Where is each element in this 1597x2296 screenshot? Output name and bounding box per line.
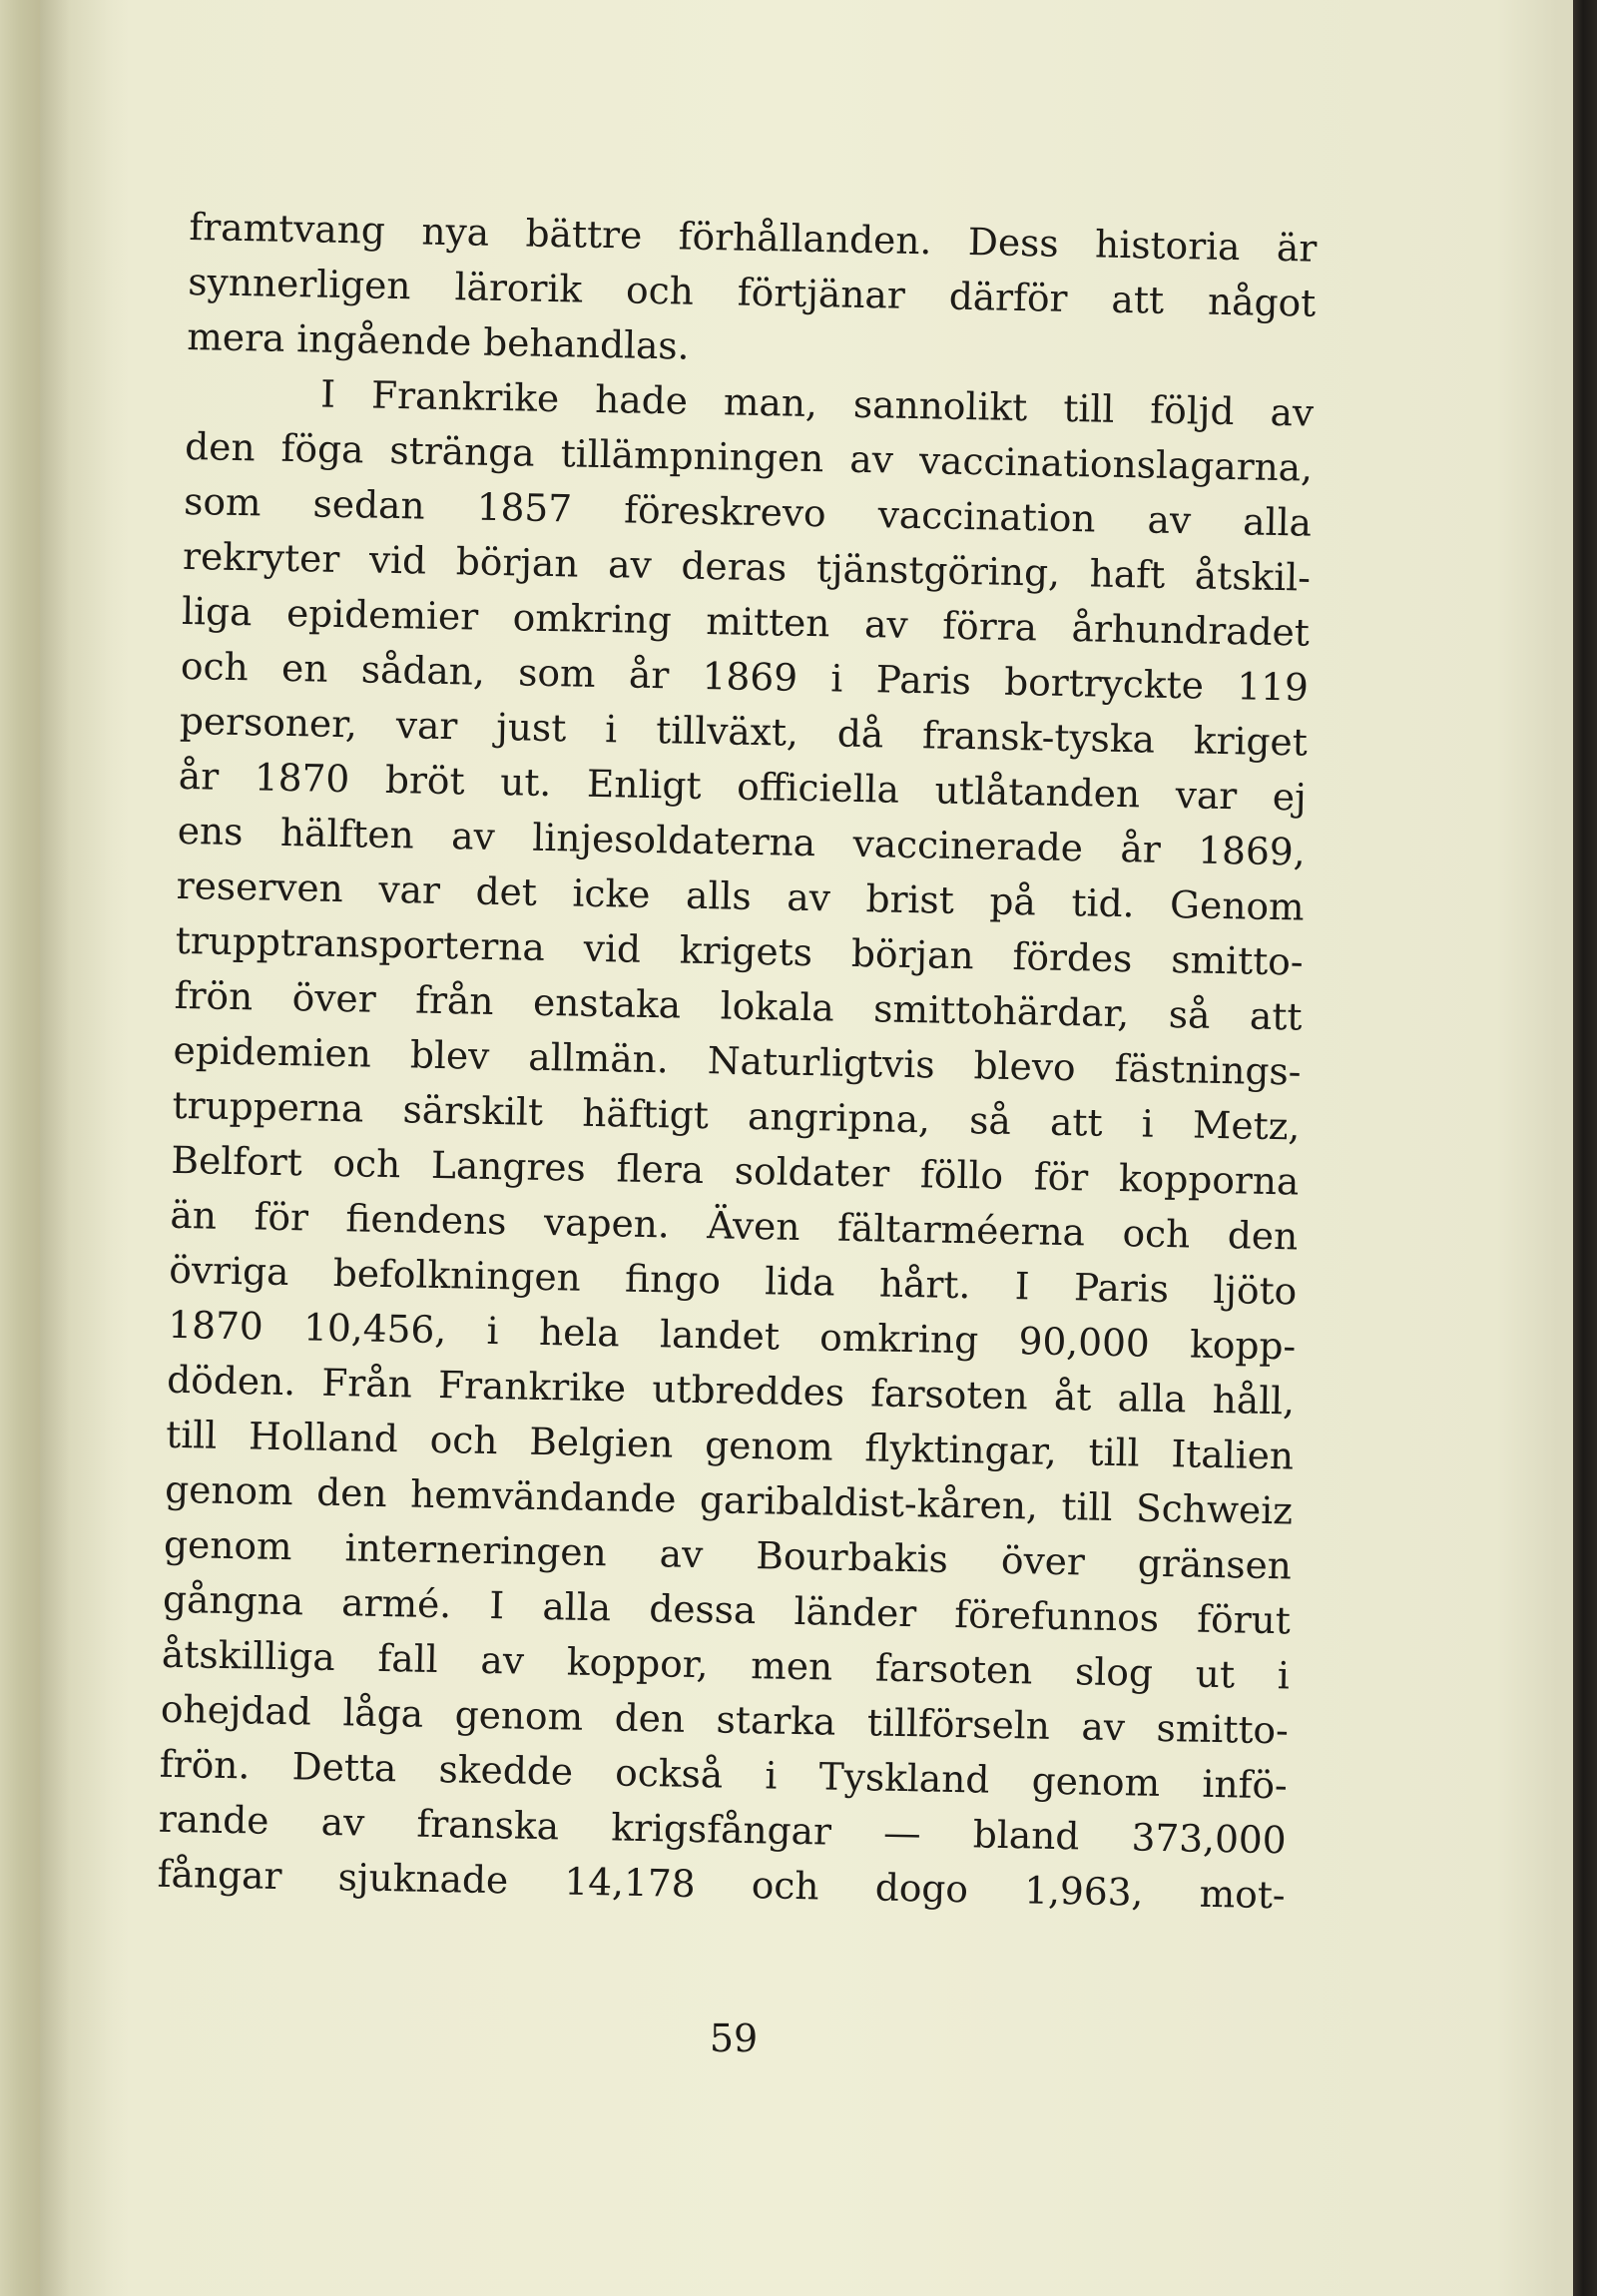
text-line: gångna armé. I alla dessa länder förefunnos förut (162, 1576, 1292, 1643)
text-line: liga epidemier omkring mitten av förra århundradet (181, 588, 1311, 655)
text-line: döden. Från Frankrike utbreddes farsoten åt alla håll, (166, 1357, 1296, 1424)
text-line: den föga stränga tillämpningen av vaccinationslagarna, (184, 423, 1314, 490)
text-line: framtvang nya bättre förhållanden. Dess historia är (189, 204, 1318, 271)
text-line: ohejdad låga genom den starka tillförseln av smitto- (160, 1686, 1290, 1753)
text-line: fångar sjuknade 14,178 och dogo 1,963, mot- (157, 1851, 1287, 1918)
text-line: personer, var just i tillväxt, då fransk-tyska kriget (179, 698, 1309, 765)
text-line: år 1870 bröt ut. Enligt officiella utlåtanden var ej (178, 753, 1308, 820)
text-line: övriga befolkningen fingo lida hårt. I Paris ljöto (168, 1247, 1298, 1314)
text-line: som sedan 1857 föreskrevo vaccination av alla (183, 478, 1313, 545)
book-cover-edge (1573, 0, 1597, 2296)
text-line: Belfort och Langres flera soldater föllo för kopporna (171, 1137, 1300, 1204)
text-line: 1870 10,456, i hela landet omkring 90,000 kopp- (167, 1302, 1297, 1369)
body-text (157, 200, 1318, 1923)
text-line: ens hälften av linjesoldaterna vaccinerade år 1869, (177, 808, 1307, 874)
text-line: mera ingående behandlas. (186, 313, 691, 368)
paragraph-start-line: I Frankrike hade man, sannolikt till följd av (319, 371, 1315, 435)
text-line: till Holland och Belgien genom flyktingar, till Italien (165, 1412, 1295, 1478)
text-line: genom den hemvändande garibaldist-kåren, till Schweiz (164, 1466, 1294, 1533)
page-number: 59 (709, 2016, 759, 2060)
text-line: och en sådan, som år 1869 i Paris bortryckte 119 (180, 643, 1310, 710)
text-line: än för fiendens vapen. Även fältarméerna och den (170, 1192, 1299, 1259)
text-line: synnerligen lärorik och förtjänar därför att något (188, 259, 1317, 325)
text-line: rekryter vid början av deras tjänstgöring, haft åtskil- (182, 533, 1312, 600)
text-line: frön. Detta skedde också i Tyskland genom infö- (159, 1741, 1289, 1808)
text-line: frön över från enstaka lokala smittohärdar, så att (174, 972, 1303, 1039)
text-line: genom interneringen av Bourbakis över gränsen (163, 1521, 1293, 1588)
page-left-edge (0, 0, 40, 2296)
text-line: reserven var det icke alls av brist på tid. Genom (176, 862, 1306, 929)
text-line: trupptransporterna vid krigets början fördes smitto- (175, 917, 1304, 984)
book-spine-shadow (40, 0, 130, 2296)
text-line: epidemien blev allmän. Naturligtvis blevo fästnings- (173, 1027, 1302, 1094)
text-line: trupperna särskilt häftigt angripna, så att i Metz, (172, 1082, 1301, 1149)
text-line: åtskilliga fall av koppor, men farsoten slog ut i (161, 1631, 1291, 1698)
text-line: rande av franska krigsfångar — bland 373,000 (158, 1796, 1288, 1863)
